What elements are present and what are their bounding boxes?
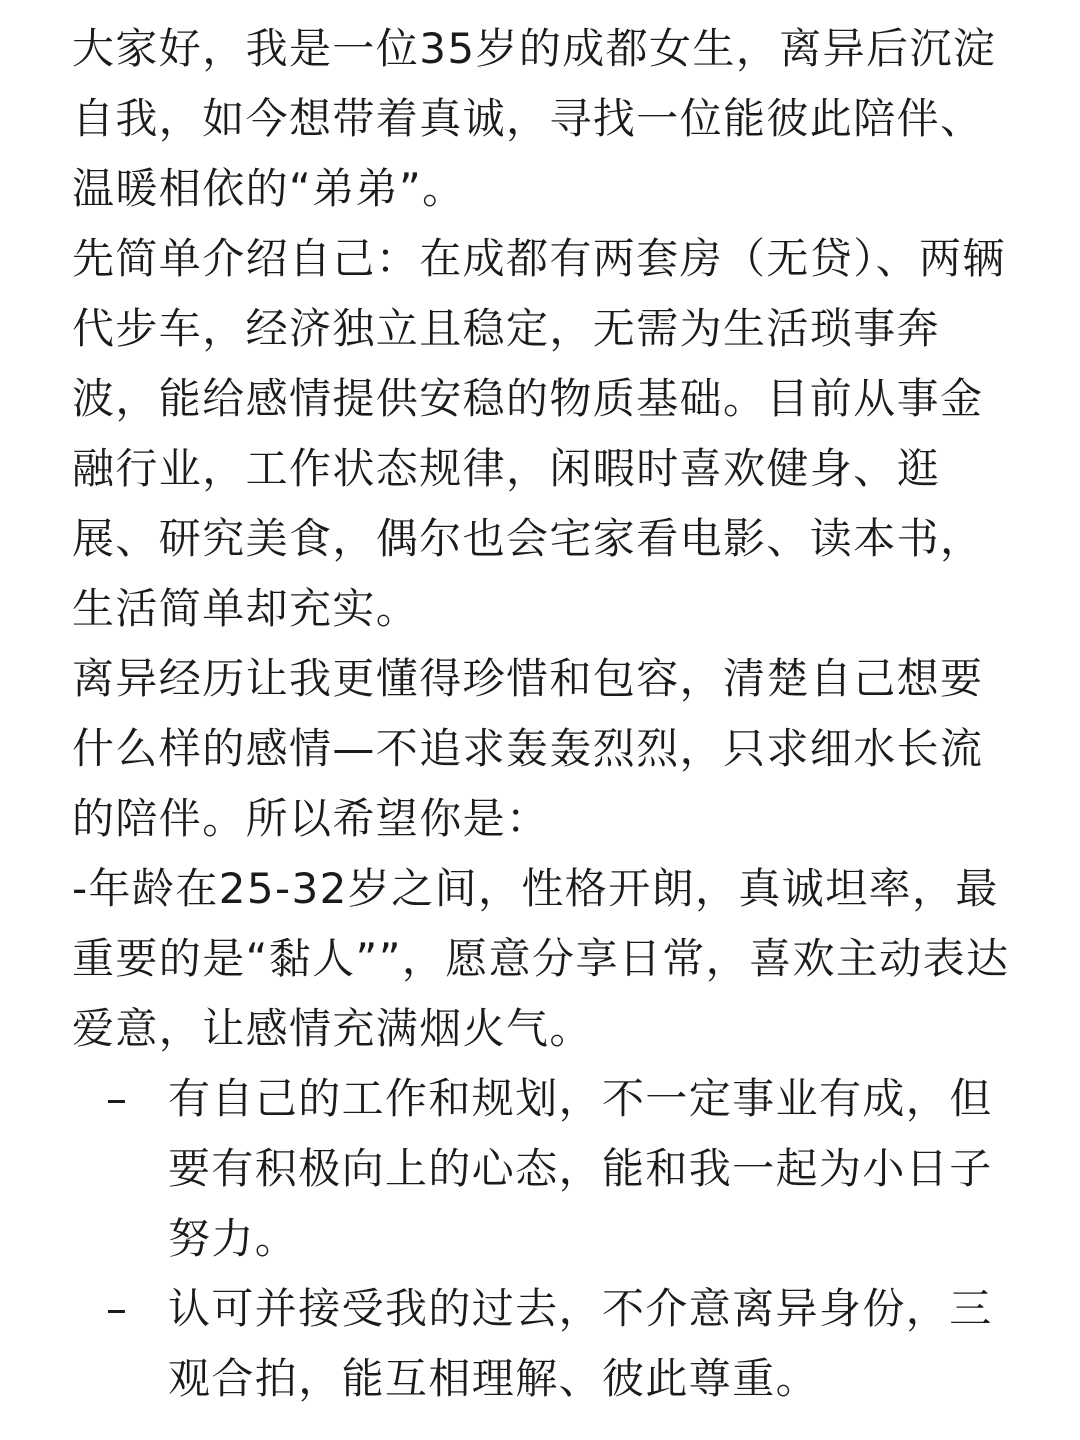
list-item	[72, 1274, 1012, 1414]
dash-bullet: –	[106, 1074, 129, 1123]
requirements-list	[72, 1064, 1012, 1414]
paragraph-self-introduction: 先简单介绍自己：在成都有两套房（无贷）、两辆代步车，经济独立且稳定，无需为生活琐事奔波，能给感情提供安稳的物质基础。目前从事金融行业，工作状态规律，闲暇时喜欢健身、逛展、研究美食，偶尔也会宅家看电影、读本书，生活简单却充实。	[72, 234, 1006, 633]
paragraph-age-requirement: -年龄在25-32岁之间，性格开朗，真诚坦率，最重要的是“黏人””，愿意分享日常，喜欢主动表达爱意，让感情充满烟火气。	[72, 864, 1010, 1053]
paragraph-expectations: 离异经历让我更懂得珍惜和包容，清楚自己想要什么样的感情—不追求轰轰烈烈，只求细水长流的陪伴。所以希望你是：	[72, 654, 984, 843]
list-item-text: 有自己的工作和规划，不一定事业有成，但要有积极向上的心态，能和我一起为小日子努力。	[168, 1074, 993, 1263]
document-body	[72, 14, 1012, 1414]
dash-bullet: –	[106, 1284, 129, 1333]
paragraph-intro: 大家好，我是一位35岁的成都女生，离异后沉淀自我，如今想带着真诚，寻找一位能彼此陪伴、温暖相依的“弟弟”。	[72, 24, 997, 213]
list-item-text: 认可并接受我的过去，不介意离异身份，三观合拍，能互相理解、彼此尊重。	[168, 1284, 993, 1403]
list-item	[72, 1064, 1012, 1274]
